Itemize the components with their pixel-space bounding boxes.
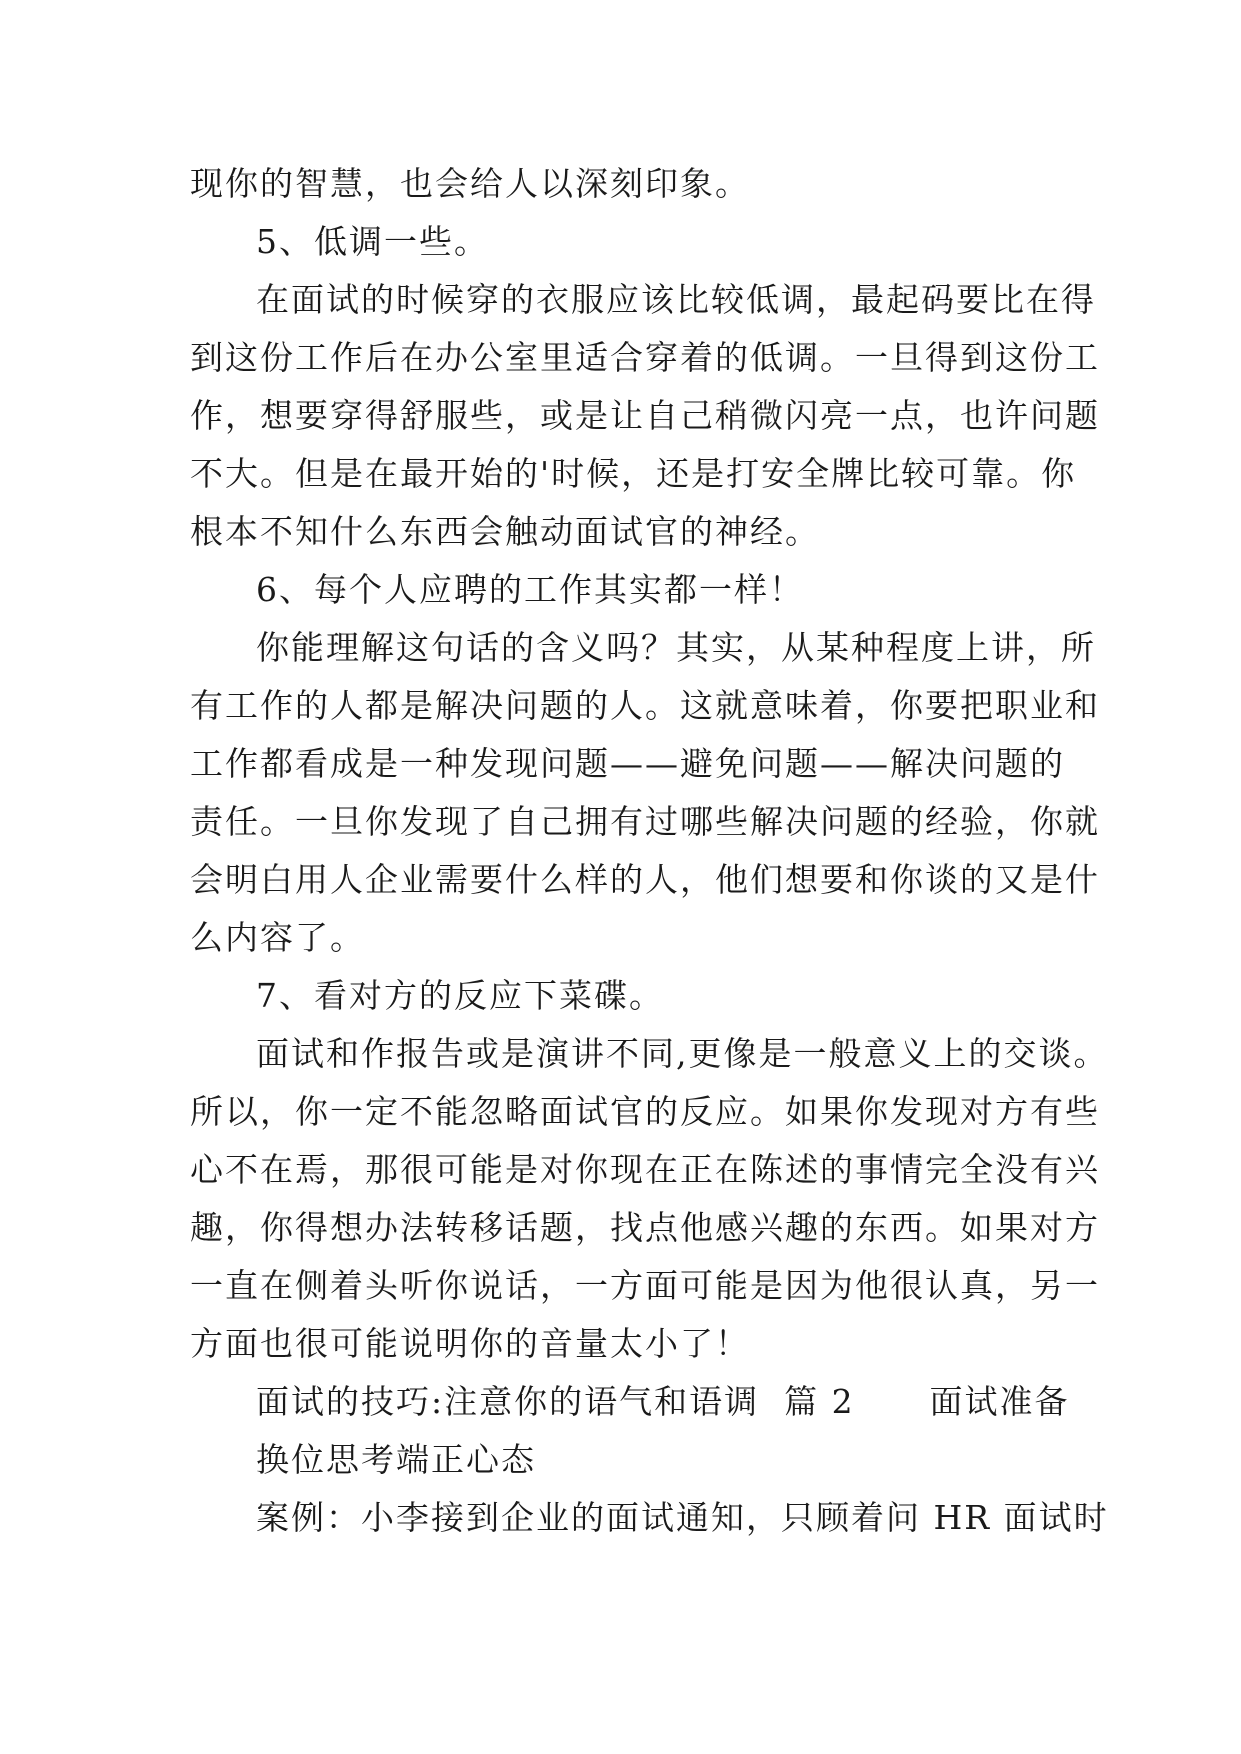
text-line: 方面也很可能说明你的音量太小了！ — [190, 1324, 750, 1363]
section-heading: 7、看对方的反应下菜碟。 — [256, 976, 664, 1015]
text-line: 责任。一旦你发现了自己拥有过哪些解决问题的经验，你就 — [190, 802, 1100, 841]
text-line: 根本不知什么东西会触动面试官的神经。 — [190, 512, 820, 551]
section-heading: 6、每个人应聘的工作其实都一样！ — [256, 570, 804, 609]
text-line: 工作都看成是一种发现问题——避免问题——解决问题的 — [190, 744, 1065, 783]
text-line: 面试和作报告或是演讲不同,更像是一般意义上的交谈。 — [256, 1034, 1109, 1073]
text-line: 所以，你一定不能忽略面试官的反应。如果你发现对方有些 — [190, 1092, 1100, 1131]
section-heading: 换位思考端正心态 — [256, 1440, 536, 1479]
text-line: 现你的智慧，也会给人以深刻印象。 — [190, 164, 750, 203]
text-line: 在面试的时候穿的衣服应该比较低调，最起码要比在得 — [256, 280, 1096, 319]
text-line: 案例：小李接到企业的面试通知，只顾着问 HR 面试时 — [256, 1498, 1109, 1537]
article-title: 面试的技巧:注意你的语气和语调 篇 2 面试准备 — [256, 1382, 1070, 1421]
text-line: 不大。但是在最开始的'时候，还是打安全牌比较可靠。你 — [190, 454, 1077, 493]
section-heading: 5、低调一些。 — [256, 222, 489, 261]
text-line: 心不在焉，那很可能是对你现在正在陈述的事情完全没有兴 — [190, 1150, 1100, 1189]
text-line: 会明白用人企业需要什么样的人，他们想要和你谈的又是什 — [190, 860, 1100, 899]
text-line: 作，想要穿得舒服些，或是让自己稍微闪亮一点，也许问题 — [190, 396, 1100, 435]
text-line: 你能理解这句话的含义吗？其实，从某种程度上讲，所 — [256, 628, 1096, 667]
text-line: 么内容了。 — [190, 918, 365, 957]
text-line: 一直在侧着头听你说话，一方面可能是因为他很认真，另一 — [190, 1266, 1100, 1305]
text-line: 有工作的人都是解决问题的人。这就意味着，你要把职业和 — [190, 686, 1100, 725]
text-line: 趣，你得想办法转移话题，找点他感兴趣的东西。如果对方 — [190, 1208, 1100, 1247]
text-line: 到这份工作后在办公室里适合穿着的低调。一旦得到这份工 — [190, 338, 1100, 377]
